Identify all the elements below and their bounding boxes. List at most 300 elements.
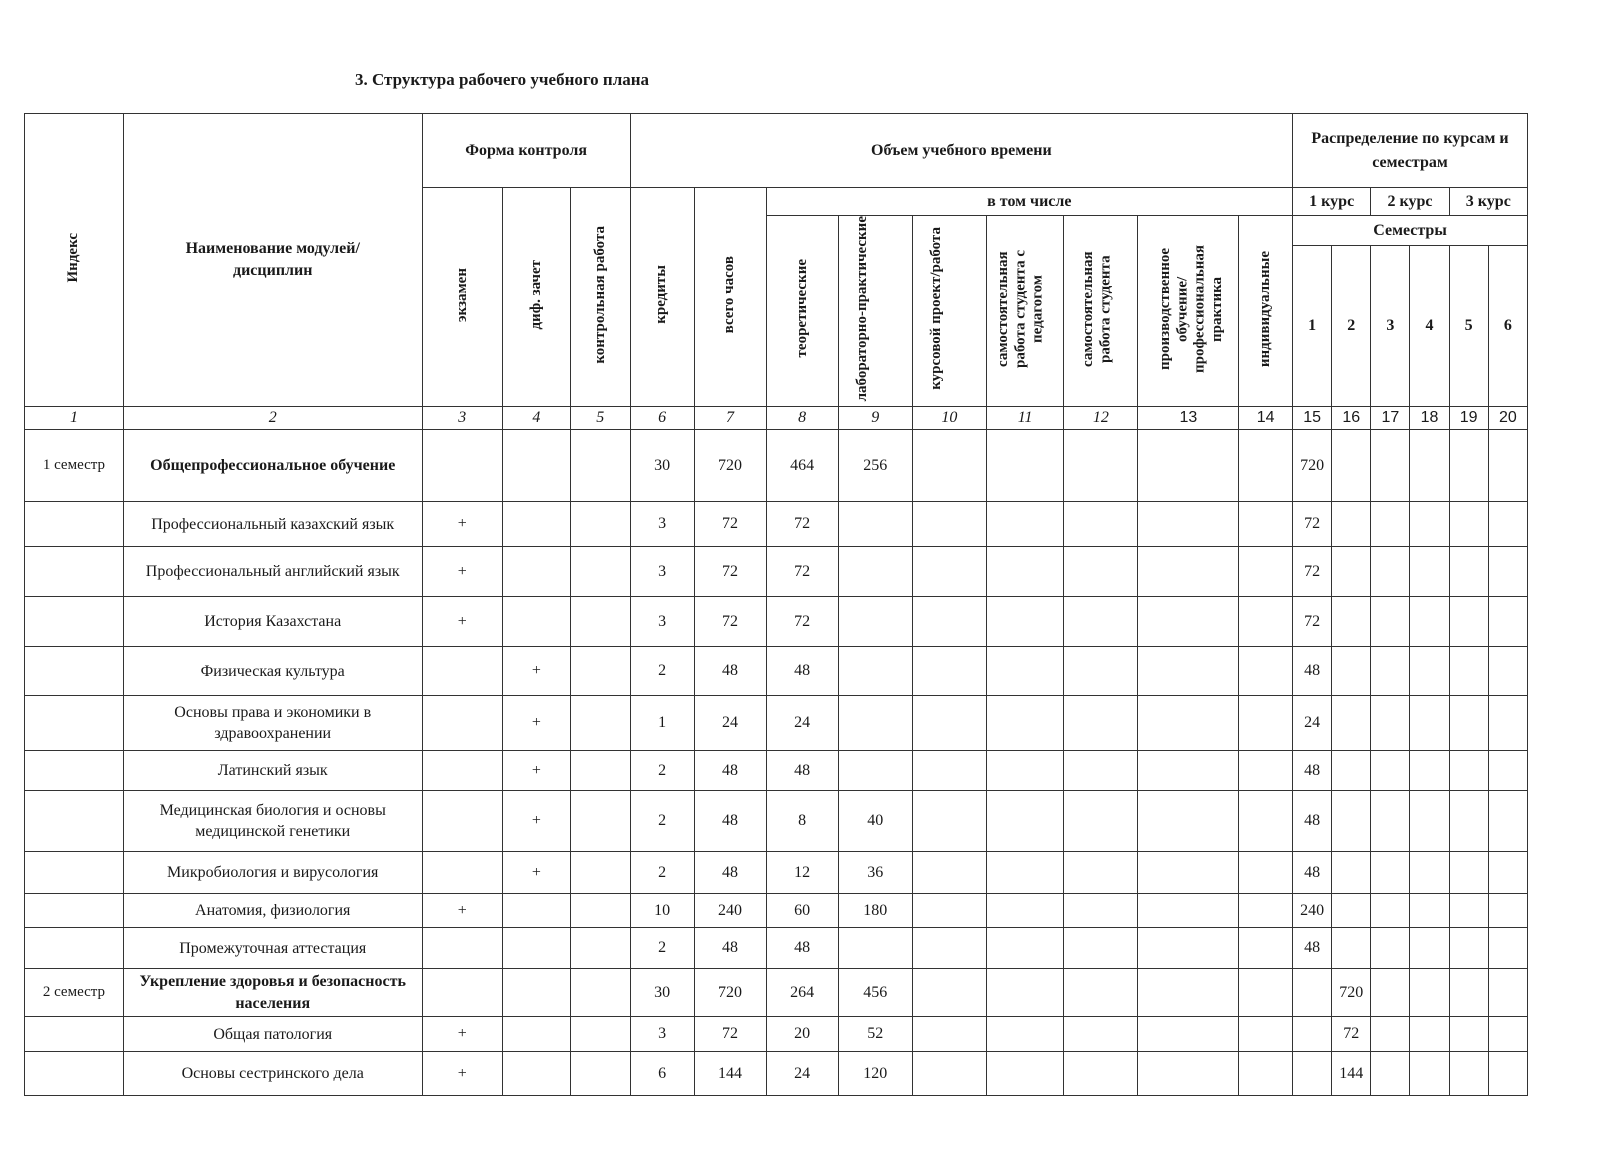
col-num: 15 [1293,407,1332,430]
cell-theoretical: 464 [766,430,838,502]
cell-empty [1239,597,1293,647]
cell-semester [1449,430,1488,502]
cell-theoretical: 48 [766,751,838,791]
header-control-work: контрольная работа [570,188,630,407]
cell-semester [1332,894,1371,928]
row-index [25,751,124,791]
cell-empty [1239,502,1293,547]
cell-semester [1410,928,1449,969]
cell-semester [1488,751,1527,791]
cell-semester: 48 [1293,928,1332,969]
cell-semester [1332,791,1371,852]
row-index [25,1052,124,1096]
cell-control-work [570,597,630,647]
cell-total-hours: 48 [694,852,766,894]
header-volume: Объем учебного времени [630,114,1292,188]
cell-control-work [570,430,630,502]
cell-lab-practical: 456 [838,969,912,1017]
row-index: 1 семестр [25,430,124,502]
cell-semester [1293,1017,1332,1052]
row-index [25,852,124,894]
sem-num: 3 [1371,246,1410,407]
cell-semester [1449,1052,1488,1096]
cell-semester: 144 [1332,1052,1371,1096]
cell-empty [1138,547,1239,597]
cell-semester [1410,969,1449,1017]
cell-dif-test [502,547,570,597]
cell-empty [1138,894,1239,928]
cell-empty [987,791,1064,852]
cell-control-work [570,1052,630,1096]
curriculum-table [24,113,1528,1096]
col-num: 6 [630,407,694,430]
cell-credits: 6 [630,1052,694,1096]
cell-credits: 30 [630,430,694,502]
header-production-practice: производственное обучение/ профессиональная практика [1138,216,1239,407]
cell-empty [912,430,986,502]
table-row [25,430,1528,502]
cell-total-hours: 48 [694,647,766,696]
cell-semester [1488,928,1527,969]
header-index: Индекс [25,114,124,407]
cell-semester [1488,894,1527,928]
header-distribution: Распределение по курсам и семестрам [1293,114,1528,188]
cell-lab-practical: 256 [838,430,912,502]
cell-theoretical: 12 [766,852,838,894]
cell-semester [1332,547,1371,597]
cell-semester [1332,751,1371,791]
cell-empty [1239,547,1293,597]
column-numbers-row [25,407,1528,430]
cell-dif-test: + [502,696,570,751]
col-num: 4 [502,407,570,430]
cell-total-hours: 72 [694,502,766,547]
cell-semester [1449,597,1488,647]
row-name: История Казахстана [123,597,422,647]
cell-semester [1488,1052,1527,1096]
cell-theoretical: 72 [766,547,838,597]
cell-semester [1488,547,1527,597]
cell-semester: 48 [1293,791,1332,852]
cell-semester [1449,928,1488,969]
cell-semester [1410,1017,1449,1052]
sem-num: 6 [1488,246,1527,407]
row-index [25,502,124,547]
cell-empty [1138,791,1239,852]
sem-num: 4 [1410,246,1449,407]
cell-credits: 10 [630,894,694,928]
cell-lab-practical: 40 [838,791,912,852]
cell-semester [1371,1017,1410,1052]
row-name: Медицинская биология и основы медицинской генетики [123,791,422,852]
cell-semester [1332,597,1371,647]
cell-total-hours: 24 [694,696,766,751]
cell-theoretical: 60 [766,894,838,928]
cell-empty [1064,430,1138,502]
cell-theoretical: 72 [766,502,838,547]
cell-semester [1410,430,1449,502]
cell-control-work [570,791,630,852]
row-index: 2 семестр [25,969,124,1017]
cell-total-hours: 72 [694,597,766,647]
cell-total-hours: 144 [694,1052,766,1096]
cell-exam: + [422,597,502,647]
table-row [25,597,1528,647]
table-row [25,696,1528,751]
cell-total-hours: 48 [694,928,766,969]
cell-credits: 2 [630,791,694,852]
cell-credits: 1 [630,696,694,751]
table-row [25,791,1528,852]
cell-empty [987,597,1064,647]
cell-semester [1410,751,1449,791]
cell-theoretical: 72 [766,597,838,647]
cell-semester [1371,430,1410,502]
cell-empty [1064,751,1138,791]
col-num: 17 [1371,407,1410,430]
cell-empty [912,696,986,751]
header-theoretical: теоретические [766,216,838,407]
cell-dif-test: + [502,647,570,696]
cell-empty [1239,791,1293,852]
cell-dif-test [502,597,570,647]
cell-exam: + [422,1017,502,1052]
cell-empty [1064,502,1138,547]
col-num: 9 [838,407,912,430]
row-name: Промежуточная аттестация [123,928,422,969]
cell-exam [422,852,502,894]
cell-semester [1449,502,1488,547]
cell-empty [987,852,1064,894]
cell-empty [912,597,986,647]
cell-semester [1371,791,1410,852]
cell-dif-test [502,1017,570,1052]
cell-semester [1410,647,1449,696]
cell-control-work [570,751,630,791]
table-row [25,894,1528,928]
cell-exam [422,751,502,791]
cell-semester [1332,928,1371,969]
cell-semester [1371,647,1410,696]
cell-empty [1239,852,1293,894]
row-name: Физическая культура [123,647,422,696]
cell-credits: 3 [630,547,694,597]
cell-empty [912,928,986,969]
cell-semester [1371,852,1410,894]
header-self-work: самостоятельная работа студента [1064,216,1138,407]
cell-semester [1371,928,1410,969]
cell-control-work [570,502,630,547]
cell-empty [912,751,986,791]
cell-control-work [570,852,630,894]
cell-dif-test [502,894,570,928]
header-total-hours: всего часов [694,188,766,407]
cell-empty [1138,852,1239,894]
cell-theoretical: 20 [766,1017,838,1052]
cell-empty [987,430,1064,502]
cell-dif-test [502,928,570,969]
cell-exam [422,430,502,502]
table-row [25,969,1528,1017]
cell-dif-test: + [502,791,570,852]
cell-dif-test [502,430,570,502]
sem-num: 1 [1293,246,1332,407]
cell-lab-practical: 120 [838,1052,912,1096]
cell-exam [422,969,502,1017]
cell-semester [1371,547,1410,597]
cell-semester [1410,547,1449,597]
cell-lab-practical [838,502,912,547]
header-lab-practical: лабораторно-практические [838,216,912,407]
cell-credits: 3 [630,502,694,547]
cell-empty [1239,969,1293,1017]
cell-credits: 3 [630,597,694,647]
row-index [25,894,124,928]
table-row [25,852,1528,894]
cell-semester [1410,597,1449,647]
cell-empty [1138,1017,1239,1052]
cell-empty [1239,696,1293,751]
cell-semester [1410,696,1449,751]
cell-total-hours: 720 [694,430,766,502]
row-name: Укрепление здоровья и безопасность населения [123,969,422,1017]
header-course-2: 2 курс [1371,188,1449,216]
cell-empty [1064,928,1138,969]
cell-exam: + [422,502,502,547]
table-row [25,647,1528,696]
cell-semester [1332,696,1371,751]
cell-semester [1449,1017,1488,1052]
col-num: 7 [694,407,766,430]
cell-empty [1138,597,1239,647]
cell-control-work [570,894,630,928]
cell-empty [1064,791,1138,852]
cell-theoretical: 24 [766,1052,838,1096]
cell-semester [1449,696,1488,751]
cell-total-hours: 720 [694,969,766,1017]
cell-dif-test [502,969,570,1017]
cell-empty [912,852,986,894]
cell-control-work [570,928,630,969]
cell-empty [1064,852,1138,894]
col-num: 11 [987,407,1064,430]
cell-semester [1488,430,1527,502]
cell-semester: 72 [1293,597,1332,647]
cell-empty [1239,751,1293,791]
cell-semester: 720 [1332,969,1371,1017]
cell-empty [1239,894,1293,928]
cell-empty [1239,430,1293,502]
cell-exam [422,696,502,751]
cell-total-hours: 48 [694,791,766,852]
cell-empty [1064,1052,1138,1096]
col-num: 1 [25,407,124,430]
cell-empty [987,1017,1064,1052]
cell-empty [987,751,1064,791]
header-self-with-teacher: самостоятельная работа студента с педагогом [987,216,1064,407]
row-index [25,647,124,696]
cell-empty [912,647,986,696]
col-num: 3 [422,407,502,430]
cell-control-work [570,647,630,696]
cell-semester [1449,969,1488,1017]
cell-semester [1410,1052,1449,1096]
cell-semester: 48 [1293,852,1332,894]
table-row [25,547,1528,597]
table-row [25,1017,1528,1052]
cell-empty [1138,696,1239,751]
cell-control-work [570,547,630,597]
table-row [25,1052,1528,1096]
cell-semester: 240 [1293,894,1332,928]
cell-semester: 24 [1293,696,1332,751]
cell-total-hours: 72 [694,547,766,597]
cell-empty [1239,1052,1293,1096]
cell-empty [987,547,1064,597]
cell-empty [1138,502,1239,547]
cell-empty [1064,597,1138,647]
page-title: 3. Структура рабочего учебного плана [355,70,650,89]
row-name: Микробиология и вирусология [123,852,422,894]
cell-semester [1488,597,1527,647]
cell-empty [1138,751,1239,791]
cell-empty [1064,1017,1138,1052]
cell-semester: 72 [1293,502,1332,547]
col-num: 5 [570,407,630,430]
cell-semester: 48 [1293,751,1332,791]
cell-semester [1371,1052,1410,1096]
row-name: Профессиональный казахский язык [123,502,422,547]
cell-empty [1138,969,1239,1017]
cell-semester [1488,647,1527,696]
header-including: в том числе [766,188,1292,216]
cell-lab-practical [838,696,912,751]
row-name: Общепрофессиональное обучение [123,430,422,502]
col-num: 8 [766,407,838,430]
cell-semester: 720 [1293,430,1332,502]
col-num: 20 [1488,407,1527,430]
cell-empty [912,969,986,1017]
cell-semester [1332,647,1371,696]
table-row [25,751,1528,791]
row-index [25,928,124,969]
cell-dif-test [502,1052,570,1096]
cell-total-hours: 72 [694,1017,766,1052]
col-num: 16 [1332,407,1371,430]
cell-empty [912,894,986,928]
header-course-1: 1 курс [1293,188,1371,216]
sem-num: 5 [1449,246,1488,407]
cell-semester [1410,502,1449,547]
table-row [25,502,1528,547]
cell-empty [987,647,1064,696]
cell-empty [912,547,986,597]
sem-num: 2 [1332,246,1371,407]
cell-empty [1064,894,1138,928]
cell-theoretical: 8 [766,791,838,852]
header-course-3: 3 курс [1449,188,1527,216]
cell-semester [1488,969,1527,1017]
cell-credits: 30 [630,969,694,1017]
cell-dif-test: + [502,852,570,894]
cell-lab-practical: 36 [838,852,912,894]
row-name: Общая патология [123,1017,422,1052]
cell-exam: + [422,1052,502,1096]
header-credits: кредиты [630,188,694,407]
cell-empty [912,1052,986,1096]
row-index [25,597,124,647]
cell-empty [987,502,1064,547]
cell-credits: 3 [630,1017,694,1052]
col-num: 12 [1064,407,1138,430]
cell-exam: + [422,894,502,928]
cell-exam [422,928,502,969]
cell-semester [1410,791,1449,852]
row-index [25,791,124,852]
cell-empty [912,791,986,852]
cell-lab-practical [838,647,912,696]
row-index [25,547,124,597]
cell-empty [1064,547,1138,597]
cell-empty [987,1052,1064,1096]
cell-semester [1332,852,1371,894]
cell-semester [1371,597,1410,647]
cell-dif-test: + [502,751,570,791]
cell-semester [1371,894,1410,928]
cell-lab-practical: 52 [838,1017,912,1052]
cell-theoretical: 24 [766,696,838,751]
cell-dif-test [502,502,570,547]
cell-empty [1064,969,1138,1017]
row-name: Профессиональный английский язык [123,547,422,597]
cell-semester [1449,894,1488,928]
cell-lab-practical [838,597,912,647]
cell-control-work [570,1017,630,1052]
cell-empty [987,928,1064,969]
row-name: Основы сестринского дела [123,1052,422,1096]
cell-credits: 2 [630,647,694,696]
cell-semester [1449,791,1488,852]
cell-semester [1488,852,1527,894]
row-index [25,1017,124,1052]
cell-exam [422,647,502,696]
cell-semester: 72 [1293,547,1332,597]
cell-semester [1371,502,1410,547]
row-name: Основы права и экономики в здравоохранении [123,696,422,751]
cell-theoretical: 48 [766,928,838,969]
cell-empty [1064,696,1138,751]
cell-semester [1293,1052,1332,1096]
cell-semester [1449,647,1488,696]
cell-theoretical: 48 [766,647,838,696]
cell-semester: 72 [1332,1017,1371,1052]
cell-semester [1449,852,1488,894]
cell-empty [1064,647,1138,696]
cell-empty [1239,647,1293,696]
cell-semester [1488,791,1527,852]
header-semesters: Семестры [1293,216,1528,246]
table-row [25,928,1528,969]
cell-semester [1488,1017,1527,1052]
cell-empty [1239,1017,1293,1052]
col-num: 18 [1410,407,1449,430]
header-control-form: Форма контроля [422,114,630,188]
cell-semester [1371,969,1410,1017]
col-num: 19 [1449,407,1488,430]
cell-total-hours: 48 [694,751,766,791]
cell-empty [987,894,1064,928]
cell-credits: 2 [630,852,694,894]
